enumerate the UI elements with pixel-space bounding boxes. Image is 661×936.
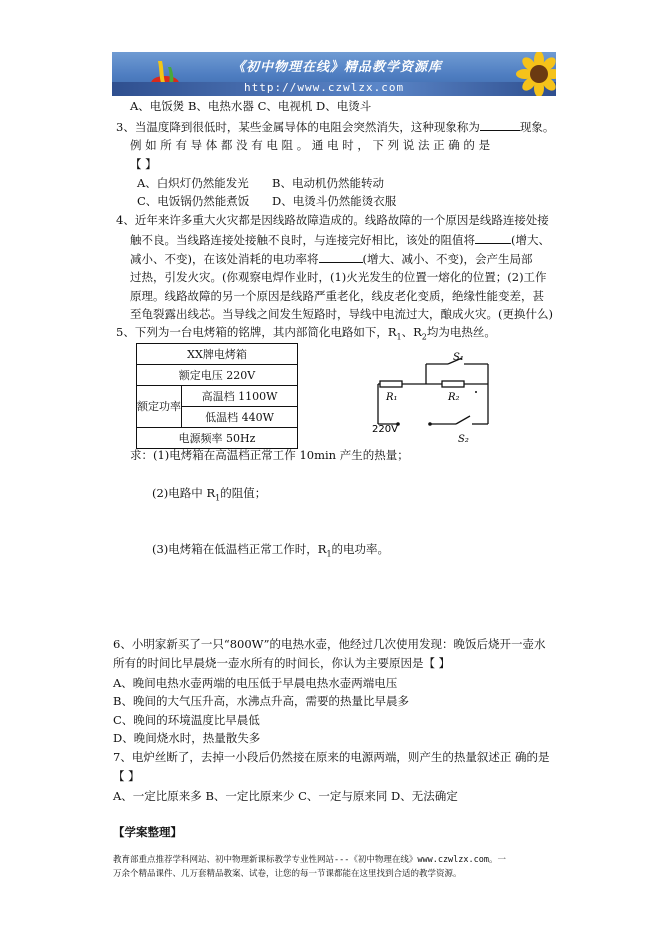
- q5-ask3-text: (3)电烤箱在低温档正常工作时，R: [152, 542, 327, 556]
- circuit-label-s1: S₁: [453, 352, 464, 363]
- footer-line1: 教育部重点推荐学科网站、初中物理新课标教学专业性网站---《初中物理在线》www.czwlzx.com。一: [113, 855, 507, 865]
- q5-stem-text: 5、下列为一台电烤箱的铭牌，其内部简化电路如下，R: [116, 325, 397, 339]
- q7-bracket[interactable]: 【 】: [113, 769, 140, 783]
- q3-answer-blank[interactable]: [480, 118, 520, 131]
- banner-url[interactable]: http://www.czwlzx.com: [244, 81, 405, 94]
- q4-line2-suffix: (增大、: [511, 233, 550, 247]
- nameplate-rated-power: 额定功率: [137, 386, 182, 428]
- footer-line2: 万余个精品课件、几万套精品教案、试卷，让您的每一节课都能在这里找到合适的教学资源。: [113, 869, 462, 879]
- q3-option-d: D、电烫斗仍然能烫衣服: [272, 194, 397, 208]
- q4-line6: 至龟裂露出线芯。当导线之间发生短路时，导线中电流过大，酿成火灾。(更换什么): [130, 307, 553, 321]
- q4-line2-text: 触不良。当线路连接处接触不良时，与连接完好相比，该处的阻值将: [130, 233, 475, 247]
- circuit-label-r2: R₂: [448, 392, 460, 403]
- q5-ask2-suffix: 的阻值；: [220, 486, 267, 500]
- q3-bracket[interactable]: 【 】: [130, 157, 157, 171]
- q3-stem-text: 3、当温度降到很低时，某些金属导体的电阻会突然消失，这种现象称为: [116, 120, 480, 134]
- q3-stem: [116, 118, 554, 135]
- q7-options: A、一定比原来多 B、一定比原来少 C、一定与原来同 D、无法确定: [113, 789, 458, 803]
- nameplate-high-power: 高温档 1100W: [182, 386, 298, 407]
- resistor-r1-icon: [380, 381, 402, 387]
- q3-option-a: A、白炽灯仍然能发光: [137, 176, 249, 190]
- q6-option-c: C、晚间的环境温度比早晨低: [113, 713, 260, 727]
- q5-ask2-sub: 1: [215, 493, 221, 503]
- q4-line3-text: 减小、不变)，在该处消耗的电功率将: [130, 252, 319, 266]
- circuit-label-voltage: 220V: [372, 424, 398, 435]
- q5-ask1: 求：(1)电烤箱在高温档正常工作 10min 产生的热量；: [130, 448, 409, 462]
- q3-option-b: B、电动机仍然能转动: [272, 176, 384, 190]
- q4-line1: 4、近年来许多重大火灾都是因线路故障造成的。线路故障的一个原因是线路连接处接: [116, 213, 549, 227]
- banner-title: 《初中物理在线》精品教学资源库: [232, 60, 443, 75]
- q6-option-a: A、晚间电热水壶两端的电压低于早晨电热水壶两端电压: [113, 676, 398, 690]
- q4-blank-resistance[interactable]: [475, 231, 511, 244]
- q5-ask2: [152, 485, 266, 506]
- q5-sub-r2: 2: [421, 332, 427, 342]
- q3-option-c: C、电饭锅仍然能煮饭: [137, 194, 250, 208]
- nameplate-name: XX牌电烤箱: [137, 344, 298, 365]
- sunflower-icon: [514, 52, 556, 96]
- nameplate-low-power: 低温档 440W: [182, 407, 298, 428]
- q4-line3: [130, 250, 532, 267]
- q5-ask3: [152, 541, 389, 562]
- circuit-label-s2: S₂: [458, 434, 469, 445]
- q2-options: A、电饭煲 B、电热水器 C、电视机 D、电烫斗: [130, 99, 372, 113]
- q6-line1: 6、小明家新买了一只“800W”的电热水壶，他经过几次使用发现：晚饭后烧开一壶水: [113, 637, 546, 651]
- q4-line5: 原理。线路故障的另一个原因是线路严重老化，线皮老化变质，绝缘性能变差，甚: [130, 289, 544, 303]
- circuit-label-r1: R₁: [386, 392, 398, 403]
- nameplate-frequency: 电源频率 50Hz: [137, 428, 298, 449]
- q5-ask3-sub: 1: [326, 549, 332, 559]
- section-heading: 【学案整理】: [113, 825, 182, 839]
- q4-line4: 过热，引发火灾。(你观察电焊作业时，(1)火光发生的位置一熔化的位置；(2)工作: [130, 270, 547, 284]
- resistor-r2-icon: [442, 381, 464, 387]
- q6-line2: 所有的时间比早晨烧一壶水所有的时间长，你认为主要原因是【 】: [113, 656, 451, 670]
- header-banner: [112, 52, 556, 96]
- q3-stem-suffix: 现象。: [519, 120, 555, 134]
- q5-stem-mid: 、R: [401, 325, 422, 339]
- q4-blank-power[interactable]: [319, 250, 363, 263]
- q5-ask3-suffix: 的电功率。: [331, 542, 390, 556]
- q4-line3-suffix: (增大、减小、不变)，会产生局部: [362, 252, 533, 266]
- q3-line2: 例 如 所 有 导 体 都 没 有 电 阻 。 通 电 时 ， 下 列 说 法 正 确 的 是: [130, 138, 491, 152]
- oven-nameplate-table: [136, 343, 298, 449]
- q5-ask2-text: (2)电路中 R: [152, 486, 216, 500]
- q5-sub-r1: 1: [396, 332, 402, 342]
- q4-line2: [130, 231, 550, 248]
- nameplate-rated-voltage: 额定电压 220V: [137, 365, 298, 386]
- q7-line1: 7、电炉丝断了，去掉一小段后仍然接在原来的电源两端，则产生的热量叙述正 确的是: [113, 750, 550, 764]
- q5-stem-end: 均为电热丝。: [426, 325, 496, 339]
- q6-option-b: B、晚间的大气压升高，水沸点升高，需要的热量比早晨多: [113, 694, 409, 708]
- circuit-diagram: [368, 352, 492, 446]
- q6-option-d: D、晚间烧水时，热量散失多: [113, 731, 261, 745]
